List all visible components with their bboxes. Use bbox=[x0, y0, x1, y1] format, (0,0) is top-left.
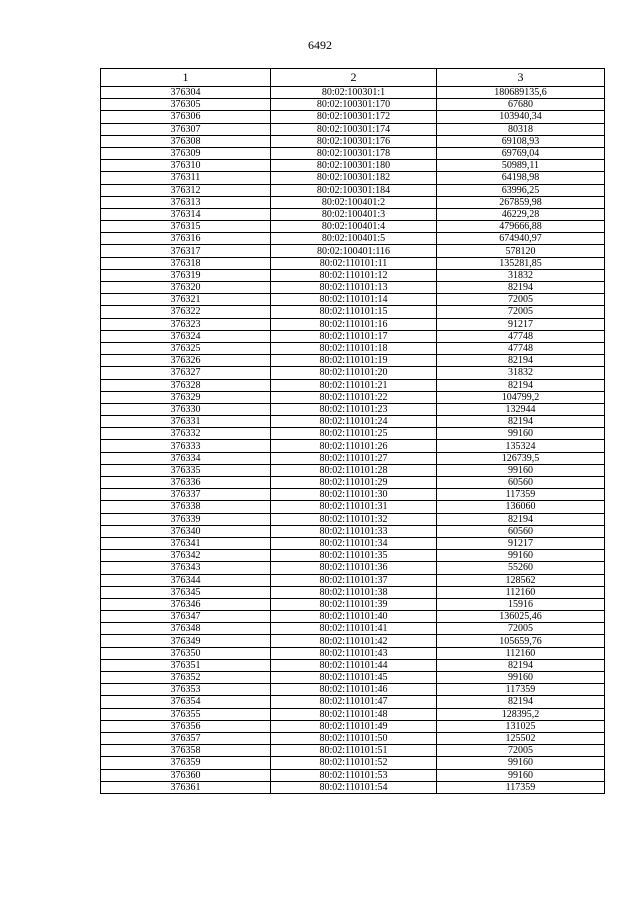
cadastral-number-cell: 80:02:110101:48 bbox=[271, 708, 437, 720]
row-number-cell: 376342 bbox=[101, 550, 271, 562]
value-cell: 50989,11 bbox=[437, 160, 605, 172]
table-body bbox=[101, 87, 605, 794]
value-cell: 99160 bbox=[437, 757, 605, 769]
table-row bbox=[101, 147, 605, 159]
table-row bbox=[101, 574, 605, 586]
value-cell: 82194 bbox=[437, 696, 605, 708]
table-row bbox=[101, 452, 605, 464]
table-row bbox=[101, 550, 605, 562]
value-cell: 674940,97 bbox=[437, 233, 605, 245]
cadastral-number-cell: 80:02:110101:25 bbox=[271, 428, 437, 440]
table-row bbox=[101, 196, 605, 208]
table-row bbox=[101, 306, 605, 318]
cadastral-number-cell: 80:02:110101:22 bbox=[271, 391, 437, 403]
cadastral-number-cell: 80:02:110101:31 bbox=[271, 501, 437, 513]
value-cell: 82194 bbox=[437, 513, 605, 525]
value-cell: 72005 bbox=[437, 294, 605, 306]
row-number-cell: 376360 bbox=[101, 769, 271, 781]
cadastral-number-cell: 80:02:100301:1 bbox=[271, 87, 437, 99]
row-number-cell: 376334 bbox=[101, 452, 271, 464]
table-row bbox=[101, 160, 605, 172]
table-row bbox=[101, 367, 605, 379]
row-number-cell: 376338 bbox=[101, 501, 271, 513]
table-row bbox=[101, 342, 605, 354]
column-header-1: 1 bbox=[101, 69, 271, 87]
row-number-cell: 376353 bbox=[101, 684, 271, 696]
table-row bbox=[101, 416, 605, 428]
value-cell: 46229,28 bbox=[437, 208, 605, 220]
cadastral-number-cell: 80:02:110101:43 bbox=[271, 647, 437, 659]
table-row bbox=[101, 257, 605, 269]
value-cell: 72005 bbox=[437, 306, 605, 318]
table-row bbox=[101, 330, 605, 342]
value-cell: 99160 bbox=[437, 672, 605, 684]
cadastral-number-cell: 80:02:100301:178 bbox=[271, 147, 437, 159]
row-number-cell: 376351 bbox=[101, 659, 271, 671]
row-number-cell: 376305 bbox=[101, 99, 271, 111]
value-cell: 60560 bbox=[437, 525, 605, 537]
row-number-cell: 376318 bbox=[101, 257, 271, 269]
cadastral-number-cell: 80:02:110101:53 bbox=[271, 769, 437, 781]
row-number-cell: 376346 bbox=[101, 598, 271, 610]
value-cell: 128562 bbox=[437, 574, 605, 586]
data-table bbox=[100, 68, 605, 794]
row-number-cell: 376347 bbox=[101, 611, 271, 623]
table-row bbox=[101, 184, 605, 196]
cadastral-number-cell: 80:02:110101:36 bbox=[271, 562, 437, 574]
value-cell: 117359 bbox=[437, 781, 605, 793]
table-header bbox=[101, 69, 605, 87]
value-cell: 82194 bbox=[437, 659, 605, 671]
row-number-cell: 376320 bbox=[101, 282, 271, 294]
cadastral-number-cell: 80:02:110101:19 bbox=[271, 355, 437, 367]
table-row bbox=[101, 525, 605, 537]
row-number-cell: 376357 bbox=[101, 732, 271, 744]
cadastral-number-cell: 80:02:100301:182 bbox=[271, 172, 437, 184]
row-number-cell: 376311 bbox=[101, 172, 271, 184]
row-number-cell: 376329 bbox=[101, 391, 271, 403]
cadastral-number-cell: 80:02:100401:2 bbox=[271, 196, 437, 208]
cadastral-number-cell: 80:02:110101:52 bbox=[271, 757, 437, 769]
value-cell: 135281,85 bbox=[437, 257, 605, 269]
table-row bbox=[101, 135, 605, 147]
row-number-cell: 376344 bbox=[101, 574, 271, 586]
value-cell: 31832 bbox=[437, 367, 605, 379]
cadastral-number-cell: 80:02:110101:38 bbox=[271, 586, 437, 598]
table-row bbox=[101, 659, 605, 671]
row-number-cell: 376310 bbox=[101, 160, 271, 172]
table-row bbox=[101, 318, 605, 330]
cadastral-number-cell: 80:02:110101:41 bbox=[271, 623, 437, 635]
row-number-cell: 376332 bbox=[101, 428, 271, 440]
row-number-cell: 376350 bbox=[101, 647, 271, 659]
value-cell: 60560 bbox=[437, 477, 605, 489]
value-cell: 72005 bbox=[437, 745, 605, 757]
page-number: 6492 bbox=[308, 38, 332, 52]
cadastral-number-cell: 80:02:100301:180 bbox=[271, 160, 437, 172]
row-number-cell: 376333 bbox=[101, 440, 271, 452]
value-cell: 82194 bbox=[437, 416, 605, 428]
value-cell: 128395,2 bbox=[437, 708, 605, 720]
table-row bbox=[101, 781, 605, 793]
cadastral-number-cell: 80:02:110101:11 bbox=[271, 257, 437, 269]
value-cell: 131025 bbox=[437, 720, 605, 732]
table-row bbox=[101, 282, 605, 294]
row-number-cell: 376309 bbox=[101, 147, 271, 159]
row-number-cell: 376361 bbox=[101, 781, 271, 793]
row-number-cell: 376359 bbox=[101, 757, 271, 769]
value-cell: 104799,2 bbox=[437, 391, 605, 403]
value-cell: 135324 bbox=[437, 440, 605, 452]
table-row bbox=[101, 355, 605, 367]
value-cell: 91217 bbox=[437, 537, 605, 549]
table-row bbox=[101, 87, 605, 99]
row-number-cell: 376345 bbox=[101, 586, 271, 598]
row-number-cell: 376322 bbox=[101, 306, 271, 318]
row-number-cell: 376307 bbox=[101, 123, 271, 135]
table-row bbox=[101, 221, 605, 233]
cadastral-number-cell: 80:02:110101:15 bbox=[271, 306, 437, 318]
row-number-cell: 376323 bbox=[101, 318, 271, 330]
cadastral-number-cell: 80:02:110101:13 bbox=[271, 282, 437, 294]
row-number-cell: 376325 bbox=[101, 342, 271, 354]
cadastral-number-cell: 80:02:110101:26 bbox=[271, 440, 437, 452]
value-cell: 112160 bbox=[437, 586, 605, 598]
row-number-cell: 376327 bbox=[101, 367, 271, 379]
table-row bbox=[101, 720, 605, 732]
cadastral-number-cell: 80:02:110101:42 bbox=[271, 635, 437, 647]
table-row bbox=[101, 269, 605, 281]
value-cell: 180689135,6 bbox=[437, 87, 605, 99]
value-cell: 67680 bbox=[437, 99, 605, 111]
cadastral-number-cell: 80:02:110101:35 bbox=[271, 550, 437, 562]
cadastral-number-cell: 80:02:110101:18 bbox=[271, 342, 437, 354]
cadastral-number-cell: 80:02:100301:172 bbox=[271, 111, 437, 123]
cadastral-number-cell: 80:02:100301:176 bbox=[271, 135, 437, 147]
table-row bbox=[101, 696, 605, 708]
value-cell: 15916 bbox=[437, 598, 605, 610]
row-number-cell: 376316 bbox=[101, 233, 271, 245]
value-cell: 578120 bbox=[437, 245, 605, 257]
table-row bbox=[101, 757, 605, 769]
row-number-cell: 376306 bbox=[101, 111, 271, 123]
column-header-3: 3 bbox=[437, 69, 605, 87]
value-cell: 47748 bbox=[437, 330, 605, 342]
cadastral-number-cell: 80:02:100401:5 bbox=[271, 233, 437, 245]
column-header-2: 2 bbox=[271, 69, 437, 87]
row-number-cell: 376355 bbox=[101, 708, 271, 720]
cadastral-number-cell: 80:02:110101:50 bbox=[271, 732, 437, 744]
cadastral-number-cell: 80:02:110101:37 bbox=[271, 574, 437, 586]
table-row bbox=[101, 745, 605, 757]
row-number-cell: 376340 bbox=[101, 525, 271, 537]
row-number-cell: 376335 bbox=[101, 464, 271, 476]
table-row bbox=[101, 208, 605, 220]
value-cell: 105659,76 bbox=[437, 635, 605, 647]
table-row bbox=[101, 501, 605, 513]
value-cell: 479666,88 bbox=[437, 221, 605, 233]
value-cell: 55260 bbox=[437, 562, 605, 574]
cadastral-number-cell: 80:02:110101:30 bbox=[271, 489, 437, 501]
table-row bbox=[101, 513, 605, 525]
table-row bbox=[101, 99, 605, 111]
row-number-cell: 376336 bbox=[101, 477, 271, 489]
row-number-cell: 376313 bbox=[101, 196, 271, 208]
row-number-cell: 376354 bbox=[101, 696, 271, 708]
value-cell: 117359 bbox=[437, 489, 605, 501]
cadastral-number-cell: 80:02:110101:51 bbox=[271, 745, 437, 757]
value-cell: 47748 bbox=[437, 342, 605, 354]
value-cell: 117359 bbox=[437, 684, 605, 696]
row-number-cell: 376341 bbox=[101, 537, 271, 549]
cadastral-number-cell: 80:02:110101:45 bbox=[271, 672, 437, 684]
table-row bbox=[101, 635, 605, 647]
row-number-cell: 376321 bbox=[101, 294, 271, 306]
table-row bbox=[101, 611, 605, 623]
cadastral-number-cell: 80:02:110101:14 bbox=[271, 294, 437, 306]
row-number-cell: 376304 bbox=[101, 87, 271, 99]
table-row bbox=[101, 294, 605, 306]
value-cell: 63996,25 bbox=[437, 184, 605, 196]
table-row bbox=[101, 464, 605, 476]
value-cell: 82194 bbox=[437, 379, 605, 391]
table-row bbox=[101, 391, 605, 403]
table-row bbox=[101, 623, 605, 635]
row-number-cell: 376352 bbox=[101, 672, 271, 684]
cadastral-number-cell: 80:02:100301:184 bbox=[271, 184, 437, 196]
row-number-cell: 376328 bbox=[101, 379, 271, 391]
table-row bbox=[101, 172, 605, 184]
table-row bbox=[101, 598, 605, 610]
row-number-cell: 376339 bbox=[101, 513, 271, 525]
row-number-cell: 376358 bbox=[101, 745, 271, 757]
table-row bbox=[101, 111, 605, 123]
cadastral-number-cell: 80:02:110101:46 bbox=[271, 684, 437, 696]
cadastral-number-cell: 80:02:110101:27 bbox=[271, 452, 437, 464]
value-cell: 64198,98 bbox=[437, 172, 605, 184]
table-row bbox=[101, 562, 605, 574]
value-cell: 82194 bbox=[437, 355, 605, 367]
value-cell: 99160 bbox=[437, 464, 605, 476]
value-cell: 72005 bbox=[437, 623, 605, 635]
cadastral-number-cell: 80:02:110101:12 bbox=[271, 269, 437, 281]
row-number-cell: 376330 bbox=[101, 403, 271, 415]
cadastral-number-cell: 80:02:110101:54 bbox=[271, 781, 437, 793]
table-row bbox=[101, 769, 605, 781]
cadastral-number-cell: 80:02:100401:3 bbox=[271, 208, 437, 220]
value-cell: 126739,5 bbox=[437, 452, 605, 464]
table-row bbox=[101, 647, 605, 659]
value-cell: 80318 bbox=[437, 123, 605, 135]
cadastral-number-cell: 80:02:110101:17 bbox=[271, 330, 437, 342]
row-number-cell: 376343 bbox=[101, 562, 271, 574]
value-cell: 267859,98 bbox=[437, 196, 605, 208]
row-number-cell: 376349 bbox=[101, 635, 271, 647]
value-cell: 136025,46 bbox=[437, 611, 605, 623]
row-number-cell: 376331 bbox=[101, 416, 271, 428]
table-row bbox=[101, 123, 605, 135]
cadastral-number-cell: 80:02:110101:28 bbox=[271, 464, 437, 476]
table-row bbox=[101, 489, 605, 501]
table-row bbox=[101, 440, 605, 452]
cadastral-number-cell: 80:02:110101:34 bbox=[271, 537, 437, 549]
table-row bbox=[101, 672, 605, 684]
cadastral-number-cell: 80:02:110101:49 bbox=[271, 720, 437, 732]
header-row bbox=[101, 69, 605, 87]
cadastral-number-cell: 80:02:110101:21 bbox=[271, 379, 437, 391]
row-number-cell: 376348 bbox=[101, 623, 271, 635]
cadastral-number-cell: 80:02:100301:170 bbox=[271, 99, 437, 111]
row-number-cell: 376315 bbox=[101, 221, 271, 233]
cadastral-number-cell: 80:02:110101:29 bbox=[271, 477, 437, 489]
cadastral-number-cell: 80:02:110101:20 bbox=[271, 367, 437, 379]
row-number-cell: 376356 bbox=[101, 720, 271, 732]
row-number-cell: 376317 bbox=[101, 245, 271, 257]
value-cell: 69769,04 bbox=[437, 147, 605, 159]
value-cell: 112160 bbox=[437, 647, 605, 659]
cadastral-number-cell: 80:02:110101:39 bbox=[271, 598, 437, 610]
table-row bbox=[101, 684, 605, 696]
table-row bbox=[101, 537, 605, 549]
table-row bbox=[101, 428, 605, 440]
row-number-cell: 376319 bbox=[101, 269, 271, 281]
row-number-cell: 376337 bbox=[101, 489, 271, 501]
row-number-cell: 376326 bbox=[101, 355, 271, 367]
value-cell: 136060 bbox=[437, 501, 605, 513]
row-number-cell: 376324 bbox=[101, 330, 271, 342]
cadastral-number-cell: 80:02:110101:33 bbox=[271, 525, 437, 537]
cadastral-number-cell: 80:02:100401:116 bbox=[271, 245, 437, 257]
cadastral-number-cell: 80:02:110101:16 bbox=[271, 318, 437, 330]
row-number-cell: 376312 bbox=[101, 184, 271, 196]
value-cell: 31832 bbox=[437, 269, 605, 281]
row-number-cell: 376314 bbox=[101, 208, 271, 220]
cadastral-number-cell: 80:02:110101:23 bbox=[271, 403, 437, 415]
value-cell: 125502 bbox=[437, 732, 605, 744]
value-cell: 132944 bbox=[437, 403, 605, 415]
table-row bbox=[101, 477, 605, 489]
table-row bbox=[101, 245, 605, 257]
row-number-cell: 376308 bbox=[101, 135, 271, 147]
cadastral-number-cell: 80:02:110101:44 bbox=[271, 659, 437, 671]
cadastral-number-cell: 80:02:100301:174 bbox=[271, 123, 437, 135]
value-cell: 69108,93 bbox=[437, 135, 605, 147]
cadastral-number-cell: 80:02:110101:40 bbox=[271, 611, 437, 623]
cadastral-number-cell: 80:02:110101:32 bbox=[271, 513, 437, 525]
value-cell: 99160 bbox=[437, 550, 605, 562]
value-cell: 103940,34 bbox=[437, 111, 605, 123]
cadastral-number-cell: 80:02:110101:47 bbox=[271, 696, 437, 708]
value-cell: 99160 bbox=[437, 428, 605, 440]
table-row bbox=[101, 708, 605, 720]
table-row bbox=[101, 403, 605, 415]
table-row bbox=[101, 233, 605, 245]
value-cell: 82194 bbox=[437, 282, 605, 294]
table-row bbox=[101, 379, 605, 391]
cadastral-number-cell: 80:02:100401:4 bbox=[271, 221, 437, 233]
table-row bbox=[101, 586, 605, 598]
table-row bbox=[101, 732, 605, 744]
value-cell: 99160 bbox=[437, 769, 605, 781]
cadastral-number-cell: 80:02:110101:24 bbox=[271, 416, 437, 428]
value-cell: 91217 bbox=[437, 318, 605, 330]
